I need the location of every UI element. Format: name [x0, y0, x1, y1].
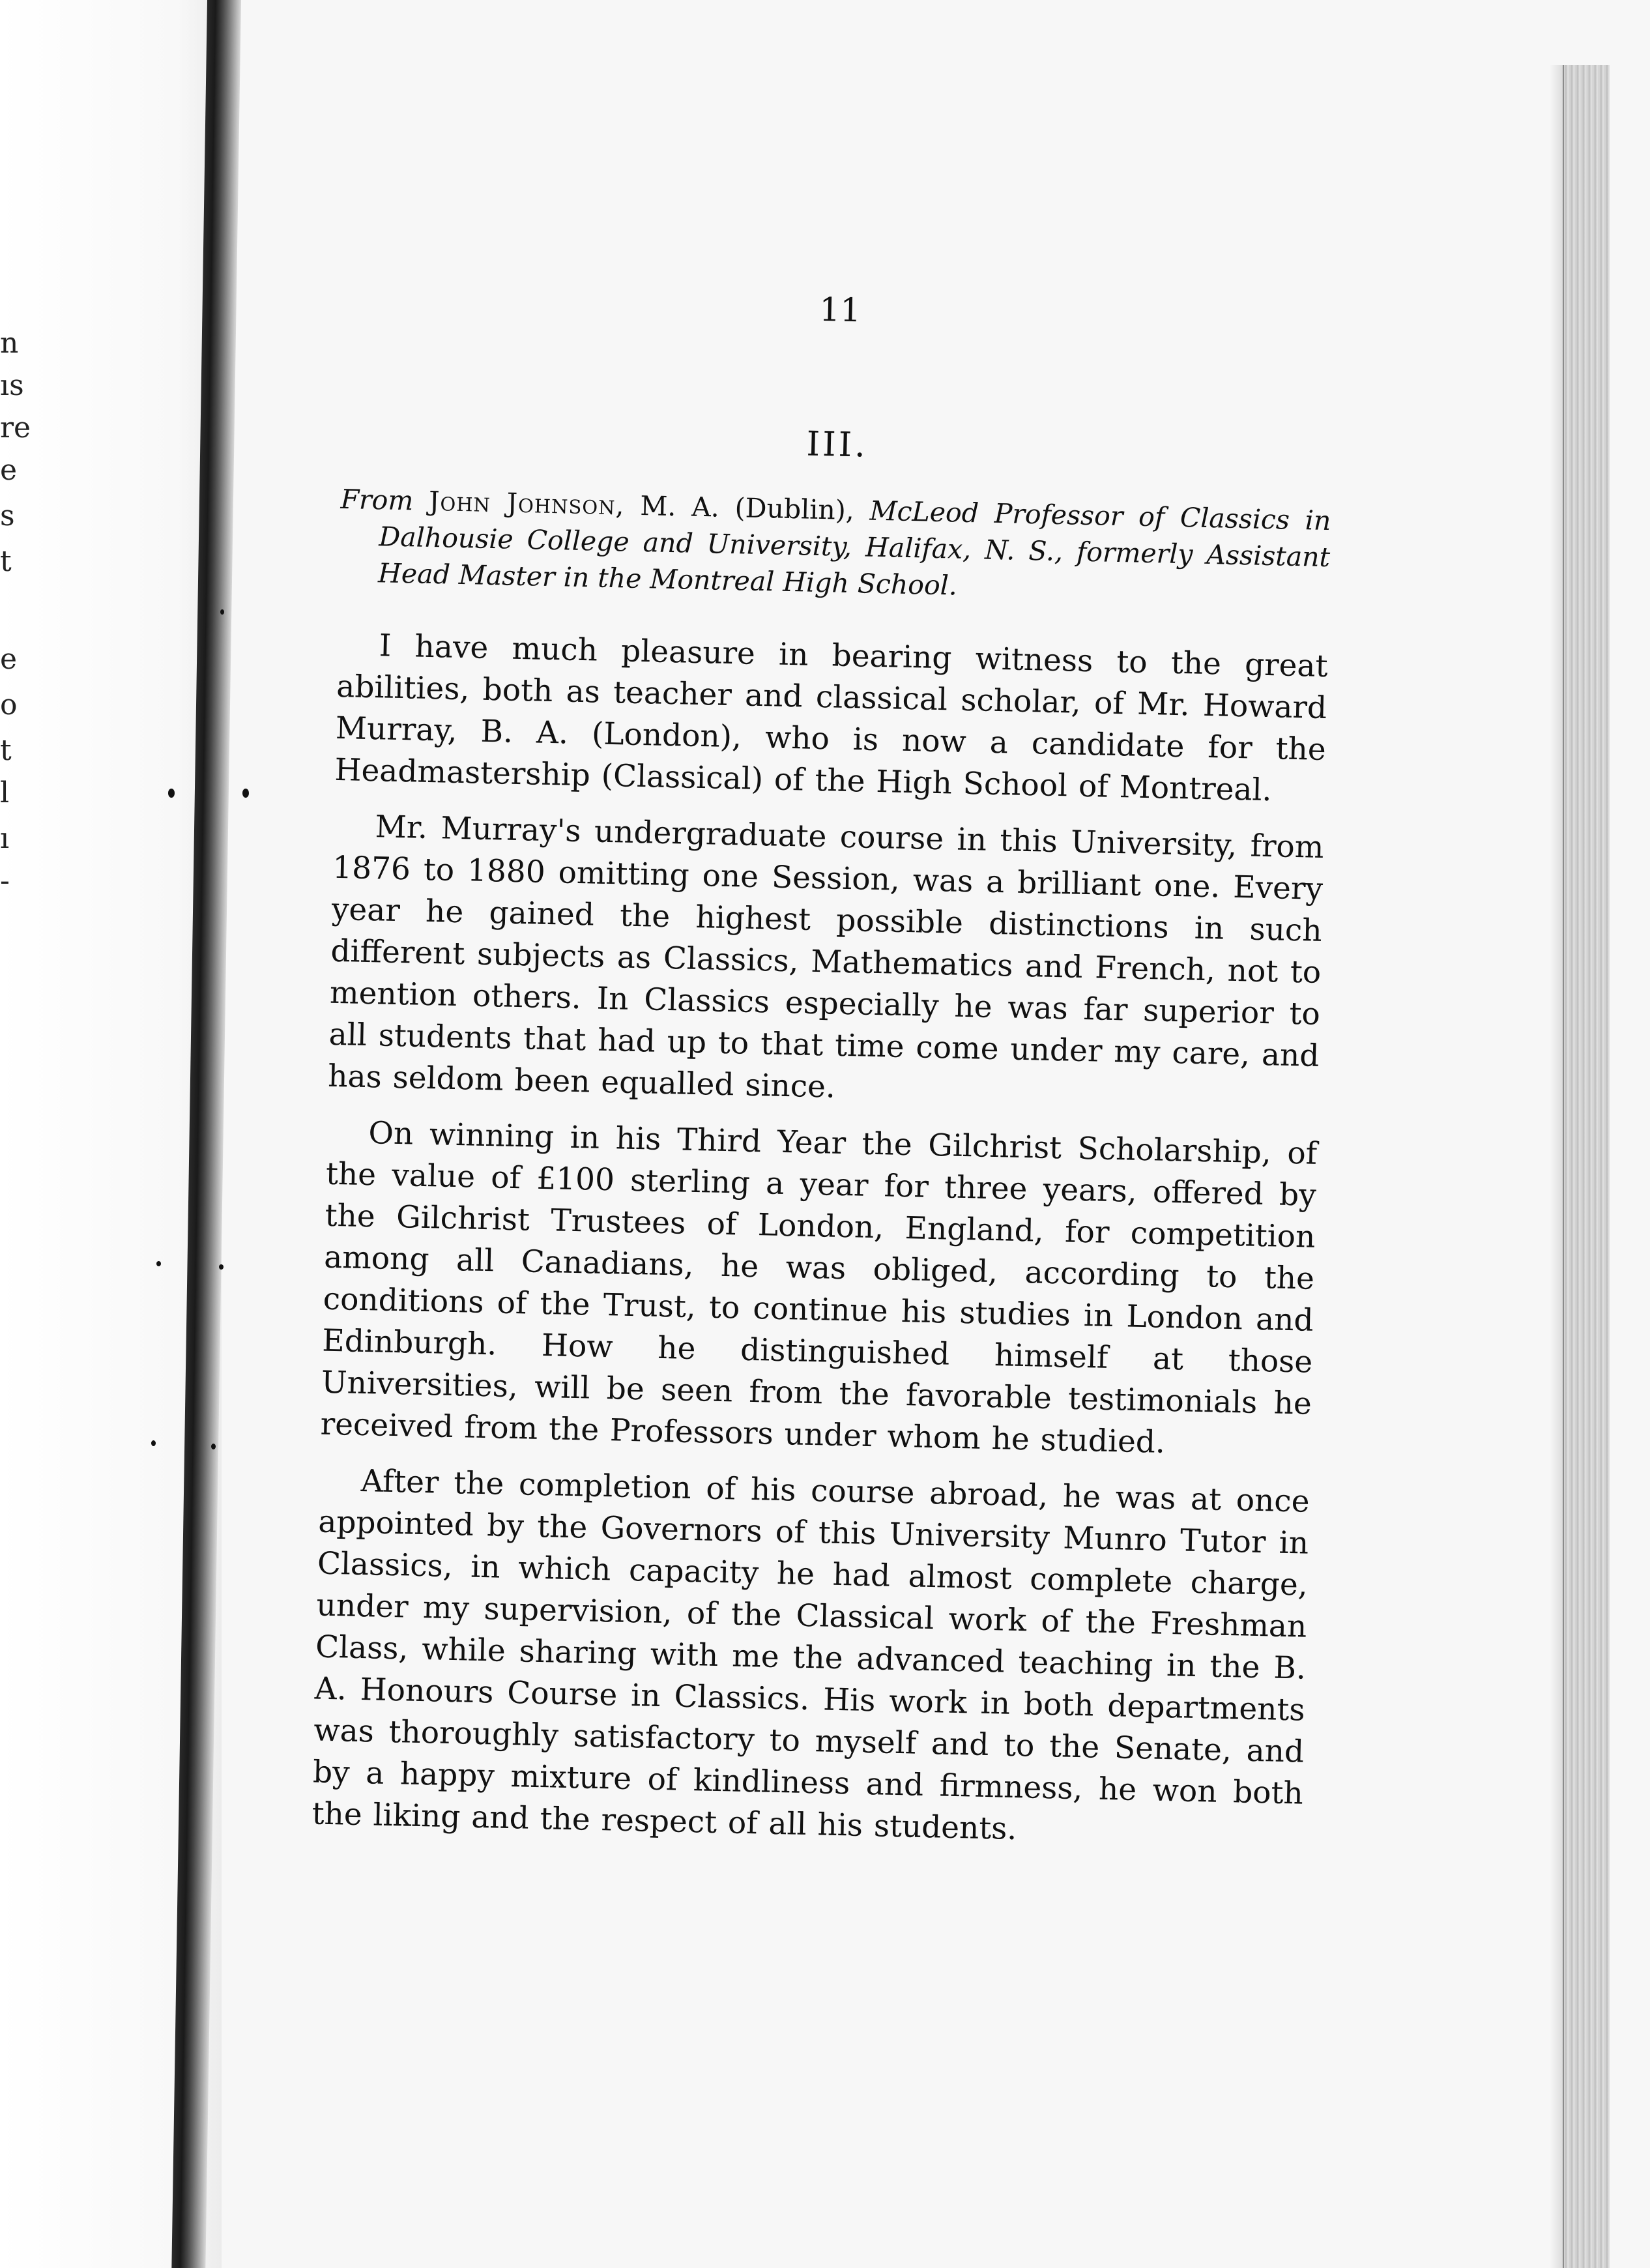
- section-heading: III.: [805, 424, 869, 465]
- page-number: 11: [818, 290, 861, 330]
- left-page-fragment: o: [0, 688, 18, 721]
- left-page-fragment: ı: [0, 822, 10, 855]
- attribution-degrees: M. A. (Dublin),: [639, 489, 855, 527]
- attribution-lead: From: [340, 483, 414, 517]
- body-paragraph: Mr. Murray's undergraduate course in this University, from 1876 to 1880 omitting one Session, was a brilliant one. Every year he gained the highest possible distinctions in such different subjects as Classics, Mathematics and French, not to mention others. In Classics especially he was far superior to all students that had up to that time come under my care, and has seldom been equalled since.: [327, 809, 1324, 1105]
- binding-hole-mark: [156, 1261, 161, 1266]
- binding-hole-mark: [242, 789, 249, 798]
- left-page-fragment: e: [0, 643, 18, 676]
- attribution-name: John Johnson,: [428, 485, 626, 521]
- page-text-block: [311, 280, 1335, 1871]
- letter-attribution: [339, 481, 1331, 612]
- binding-hole-mark: [211, 1444, 216, 1449]
- binding-hole-mark: [151, 1440, 156, 1446]
- binding-hole-mark: [168, 789, 175, 798]
- stacked-page-edges: [1563, 65, 1610, 2268]
- left-page-fragment: t: [0, 545, 12, 578]
- left-page-fragment: t: [0, 734, 12, 767]
- left-page-fragment: e: [0, 454, 18, 487]
- page-edge-shadow: [1550, 65, 1564, 2268]
- right-page: [241, 26, 1610, 2242]
- left-page-fragment: -: [0, 864, 10, 897]
- left-page-fragment: re: [0, 411, 31, 444]
- attribution-role: McLeod Professor of Classics in Dalhousie College and University, Halifax, N. S., formerly Assistant Head Master in the Montreal High School.: [377, 495, 1331, 602]
- left-page-fragment: ıs: [0, 369, 24, 402]
- body-paragraph: After the completion of his course abroad, he was at once appointed by the Governors of this University Munro Tutor in Classics, in which capacity he had almost complete charge, under my supervision, of the Classical work of the Freshman Class, while sharing with me the advanced teaching in the B. A. Honours Course in Classics. His work in both departments was thoroughly satisfactory to myself and to the Senate, and by a happy mixture of kindliness and firmness, he won both the liking and the respect of all his students.: [311, 1462, 1310, 1848]
- binding-hole-mark: [219, 1264, 224, 1270]
- binding-hole-mark: [220, 609, 224, 615]
- body-paragraph: I have much pleasure in bearing witness to the great abilities, both as teacher and classical scholar, of Mr. Howard Murray, B. A. (London), who is now a candidate for the Headmastership (Classical) of the High School of Montreal.: [334, 628, 1329, 809]
- body-paragraph: On winning in his Third Year the Gilchrist Scholarship, of the value of £100 sterling a year for three years, offered by the Gilchrist Trustees of London, England, for competition among all Canadians, he was obliged, according to the conditions of the Trust, to continue his studies in London and Edinburgh. How he distinguished himself at those Universities, will be seen from the favorable testimonials he received from the Professors under whom he studied.: [320, 1115, 1318, 1461]
- left-page-fragment: l: [0, 776, 10, 809]
- left-page-fragment: n: [0, 327, 19, 360]
- left-page-fragment: s: [0, 499, 15, 532]
